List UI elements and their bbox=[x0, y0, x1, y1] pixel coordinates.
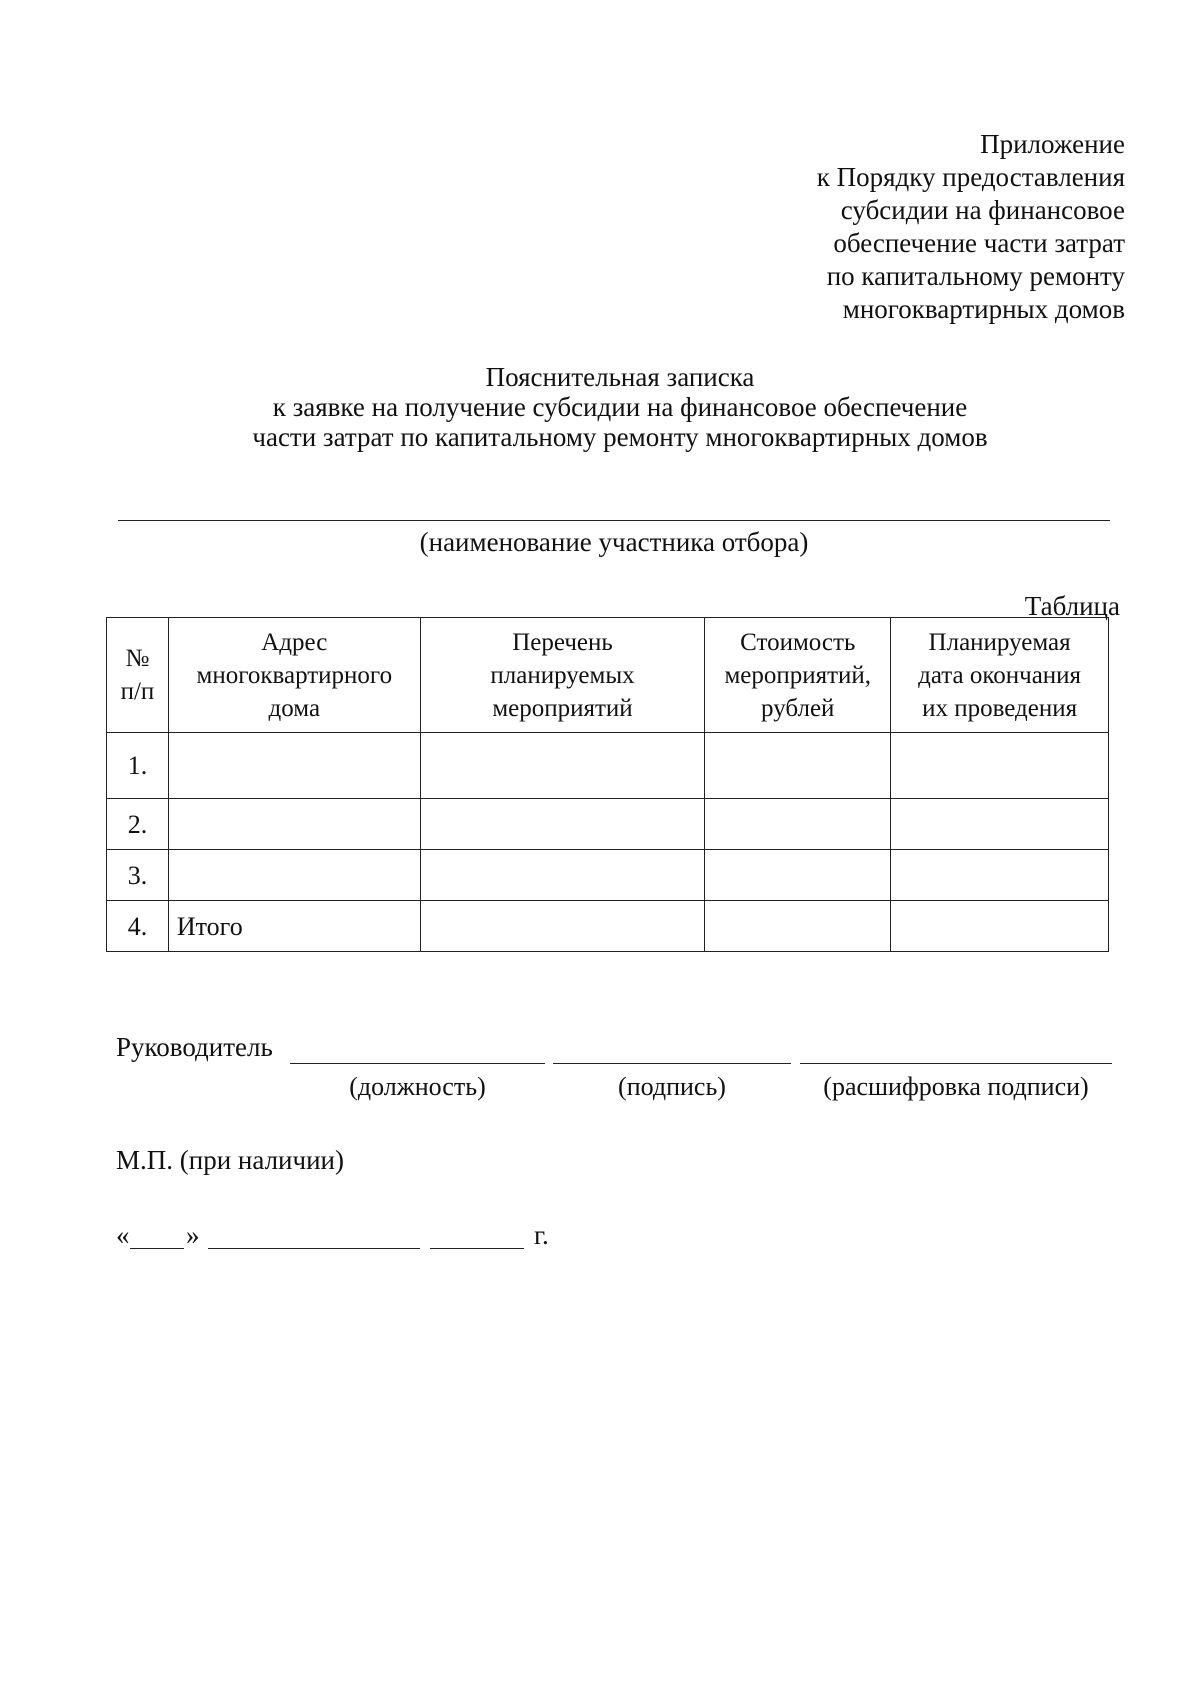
position-caption: (должность) bbox=[349, 1072, 486, 1101]
header-number: № п/п bbox=[107, 618, 169, 733]
appendix-line: Приложение bbox=[980, 129, 1125, 159]
appendix-line: обеспечение части затрат bbox=[833, 228, 1125, 258]
table-row bbox=[107, 799, 1109, 850]
end-date-cell[interactable] bbox=[891, 850, 1109, 901]
signature-decoding-line[interactable] bbox=[800, 1063, 1112, 1064]
date-year-line[interactable] bbox=[430, 1248, 524, 1249]
header-address: Адрес многоквартирного дома bbox=[168, 618, 420, 733]
signature-caption: (подпись) bbox=[618, 1072, 726, 1101]
participant-name-caption: (наименование участника отбора) bbox=[419, 527, 809, 557]
cost-cell[interactable] bbox=[705, 733, 891, 799]
row-number: 4. bbox=[107, 901, 169, 952]
header-measures: Перечень планируемых мероприятий bbox=[420, 618, 705, 733]
position-line[interactable] bbox=[290, 1063, 545, 1064]
table-row-total bbox=[107, 901, 1109, 952]
appendix-line: по капитальному ремонту bbox=[826, 261, 1125, 291]
measures-cell[interactable] bbox=[420, 850, 705, 901]
table-header-row bbox=[107, 618, 1109, 733]
date-month-line[interactable] bbox=[208, 1248, 420, 1249]
end-date-cell[interactable] bbox=[891, 901, 1109, 952]
end-date-cell[interactable] bbox=[891, 799, 1109, 850]
date-year-suffix: г. bbox=[534, 1220, 549, 1250]
appendix-line: субсидии на финансовое bbox=[840, 195, 1125, 225]
cost-cell[interactable] bbox=[705, 850, 891, 901]
table-row bbox=[107, 733, 1109, 799]
title-line: Пояснительная записка bbox=[485, 362, 755, 392]
title-line: к заявке на получение субсидии на финансовое обеспечение bbox=[272, 392, 968, 422]
table-row bbox=[107, 850, 1109, 901]
address-cell[interactable] bbox=[168, 850, 420, 901]
address-cell[interactable] bbox=[168, 733, 420, 799]
address-cell[interactable] bbox=[168, 799, 420, 850]
head-label: Руководитель bbox=[116, 1032, 273, 1062]
participant-name-line[interactable] bbox=[118, 520, 1110, 521]
appendix-line: к Порядку предоставления bbox=[816, 162, 1125, 192]
appendix-header bbox=[605, 128, 1125, 326]
row-number: 3. bbox=[107, 850, 169, 901]
signature-line[interactable] bbox=[553, 1063, 791, 1064]
cost-cell[interactable] bbox=[705, 901, 891, 952]
signature-decoding-caption: (расшифровка подписи) bbox=[823, 1072, 1089, 1101]
measures-table bbox=[106, 617, 1109, 952]
measures-cell[interactable] bbox=[420, 733, 705, 799]
appendix-line: многоквартирных домов bbox=[842, 294, 1125, 324]
measures-cell[interactable] bbox=[420, 901, 705, 952]
cost-cell[interactable] bbox=[705, 799, 891, 850]
header-end-date: Планируемая дата окончания их проведения bbox=[891, 618, 1109, 733]
title-line: части затрат по капитальному ремонту многоквартирных домов bbox=[252, 422, 988, 452]
table-caption: Таблица bbox=[1024, 591, 1120, 621]
date-open-quote: « bbox=[116, 1220, 130, 1250]
seal-note: М.П. (при наличии) bbox=[116, 1145, 344, 1175]
measures-cell[interactable] bbox=[420, 799, 705, 850]
date-close-quote: » bbox=[186, 1220, 200, 1250]
header-cost: Стоимость мероприятий, рублей bbox=[705, 618, 891, 733]
row-number: 1. bbox=[107, 733, 169, 799]
end-date-cell[interactable] bbox=[891, 733, 1109, 799]
total-label: Итого bbox=[168, 901, 420, 952]
date-day-line[interactable] bbox=[130, 1248, 184, 1249]
row-number: 2. bbox=[107, 799, 169, 850]
document-title bbox=[120, 362, 1120, 452]
